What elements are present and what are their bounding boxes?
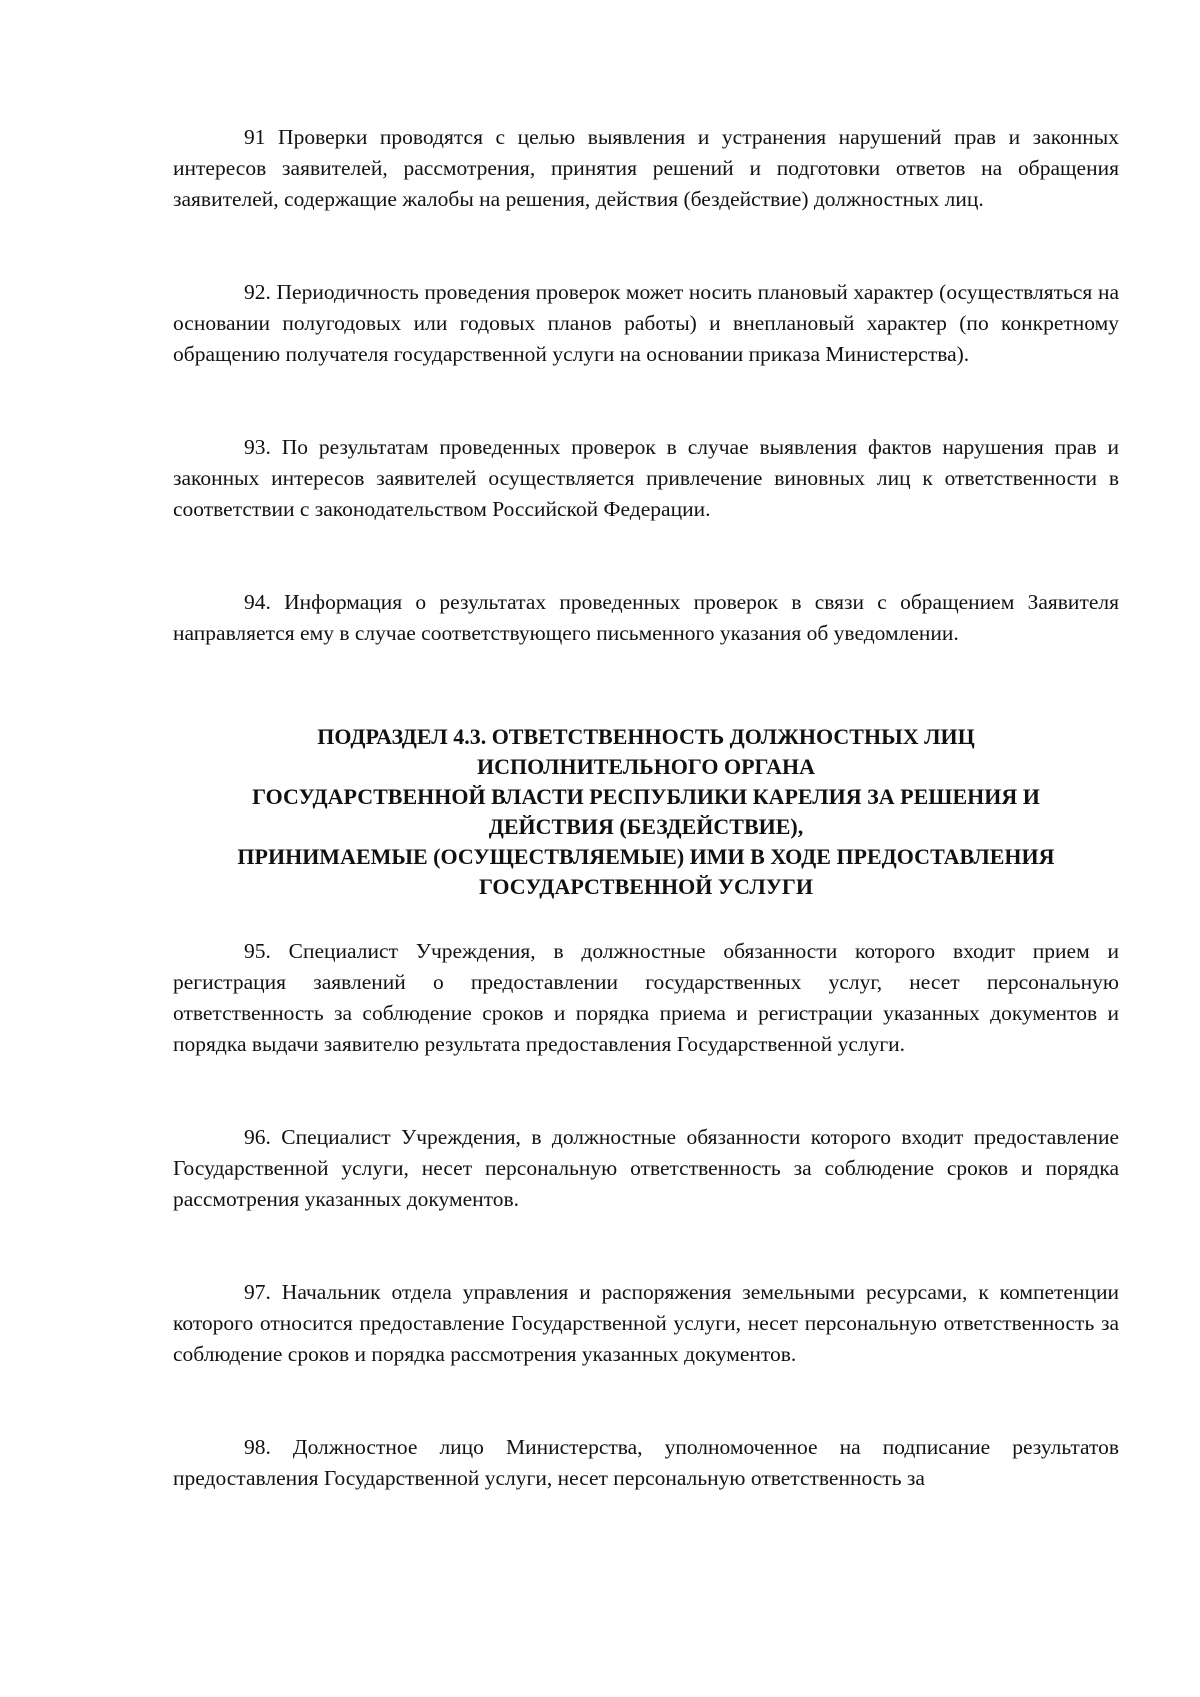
section-heading [173, 722, 1119, 902]
section-heading-line: ДЕЙСТВИЯ (БЕЗДЕЙСТВИЕ), [488, 814, 804, 839]
paragraph-97: 97. Начальник отдела управления и распоряжения земельными ресурсами, к компетенции которого относится предоставление Государственной услуги, несет персональную ответственность за соблюдение сроков и порядка рассмотрения указанных документов. [173, 1280, 1119, 1366]
section-heading-line: ГОСУДАРСТВЕННОЙ ВЛАСТИ РЕСПУБЛИКИ КАРЕЛИЯ ЗА РЕШЕНИЯ И [252, 784, 1040, 809]
paragraph-91: 91 Проверки проводятся с целью выявления и устранения нарушений прав и законных интересов заявителей, рассмотрения, принятия решений и подготовки ответов на обращения заявителей, содержащие жалобы на решения, действия (бездействие) должностных лиц. [173, 125, 1119, 211]
paragraph-spacer [173, 902, 1119, 936]
paragraph-95: 95. Специалист Учреждения, в должностные обязанности которого входит прием и регистрация заявлений о предоставлении государственных услуг, несет персональную ответственность за соблюдение сроков и порядка приема и регистрации указанных документов и порядка выдачи заявителю результата предоставления Государственной услуги. [173, 939, 1119, 1056]
paragraph-96: 96. Специалист Учреждения, в должностные обязанности которого входит предоставление Государственной услуги, несет персональную ответственность за соблюдение сроков и порядка рассмотрения указанных документов. [173, 1125, 1119, 1211]
paragraph-spacer [173, 525, 1119, 587]
paragraph-94: 94. Информация о результатах проведенных проверок в связи с обращением Заявителя направляется ему в случае соответствующего письменного указания об уведомлении. [173, 590, 1119, 645]
paragraph-spacer [173, 370, 1119, 432]
paragraph-spacer [173, 649, 1119, 722]
paragraph-spacer [173, 1215, 1119, 1277]
paragraph-spacer [173, 1370, 1119, 1432]
paragraph-93: 93. По результатам проведенных проверок в случае выявления фактов нарушения прав и законных интересов заявителей осуществляется привлечение виновных лиц к ответственности в соответствии с законодательством Российской Федерации. [173, 435, 1119, 521]
section-heading-line: ПОДРАЗДЕЛ 4.3. ОТВЕТСТВЕННОСТЬ ДОЛЖНОСТНЫХ ЛИЦ [317, 724, 975, 749]
paragraph-92: 92. Периодичность проведения проверок может носить плановый характер (осуществляться на основании полугодовых или годовых планов работы) и внеплановый характер (по конкретному обращению получателя государственной услуги на основании приказа Министерства). [173, 280, 1119, 366]
paragraph-spacer [173, 1060, 1119, 1122]
section-heading-line: ПРИНИМАЕМЫЕ (ОСУЩЕСТВЛЯЕМЫЕ) ИМИ В ХОДЕ ПРЕДОСТАВЛЕНИЯ [237, 844, 1055, 869]
paragraph-98: 98. Должностное лицо Министерства, уполномоченное на подписание результатов предоставления Государственной услуги, несет персональную ответственность за [173, 1435, 1119, 1490]
document-page [173, 122, 1119, 1494]
paragraph-spacer [173, 215, 1119, 277]
section-heading-line: ГОСУДАРСТВЕННОЙ УСЛУГИ [478, 874, 814, 899]
section-heading-line: ИСПОЛНИТЕЛЬНОГО ОРГАНА [476, 754, 816, 779]
